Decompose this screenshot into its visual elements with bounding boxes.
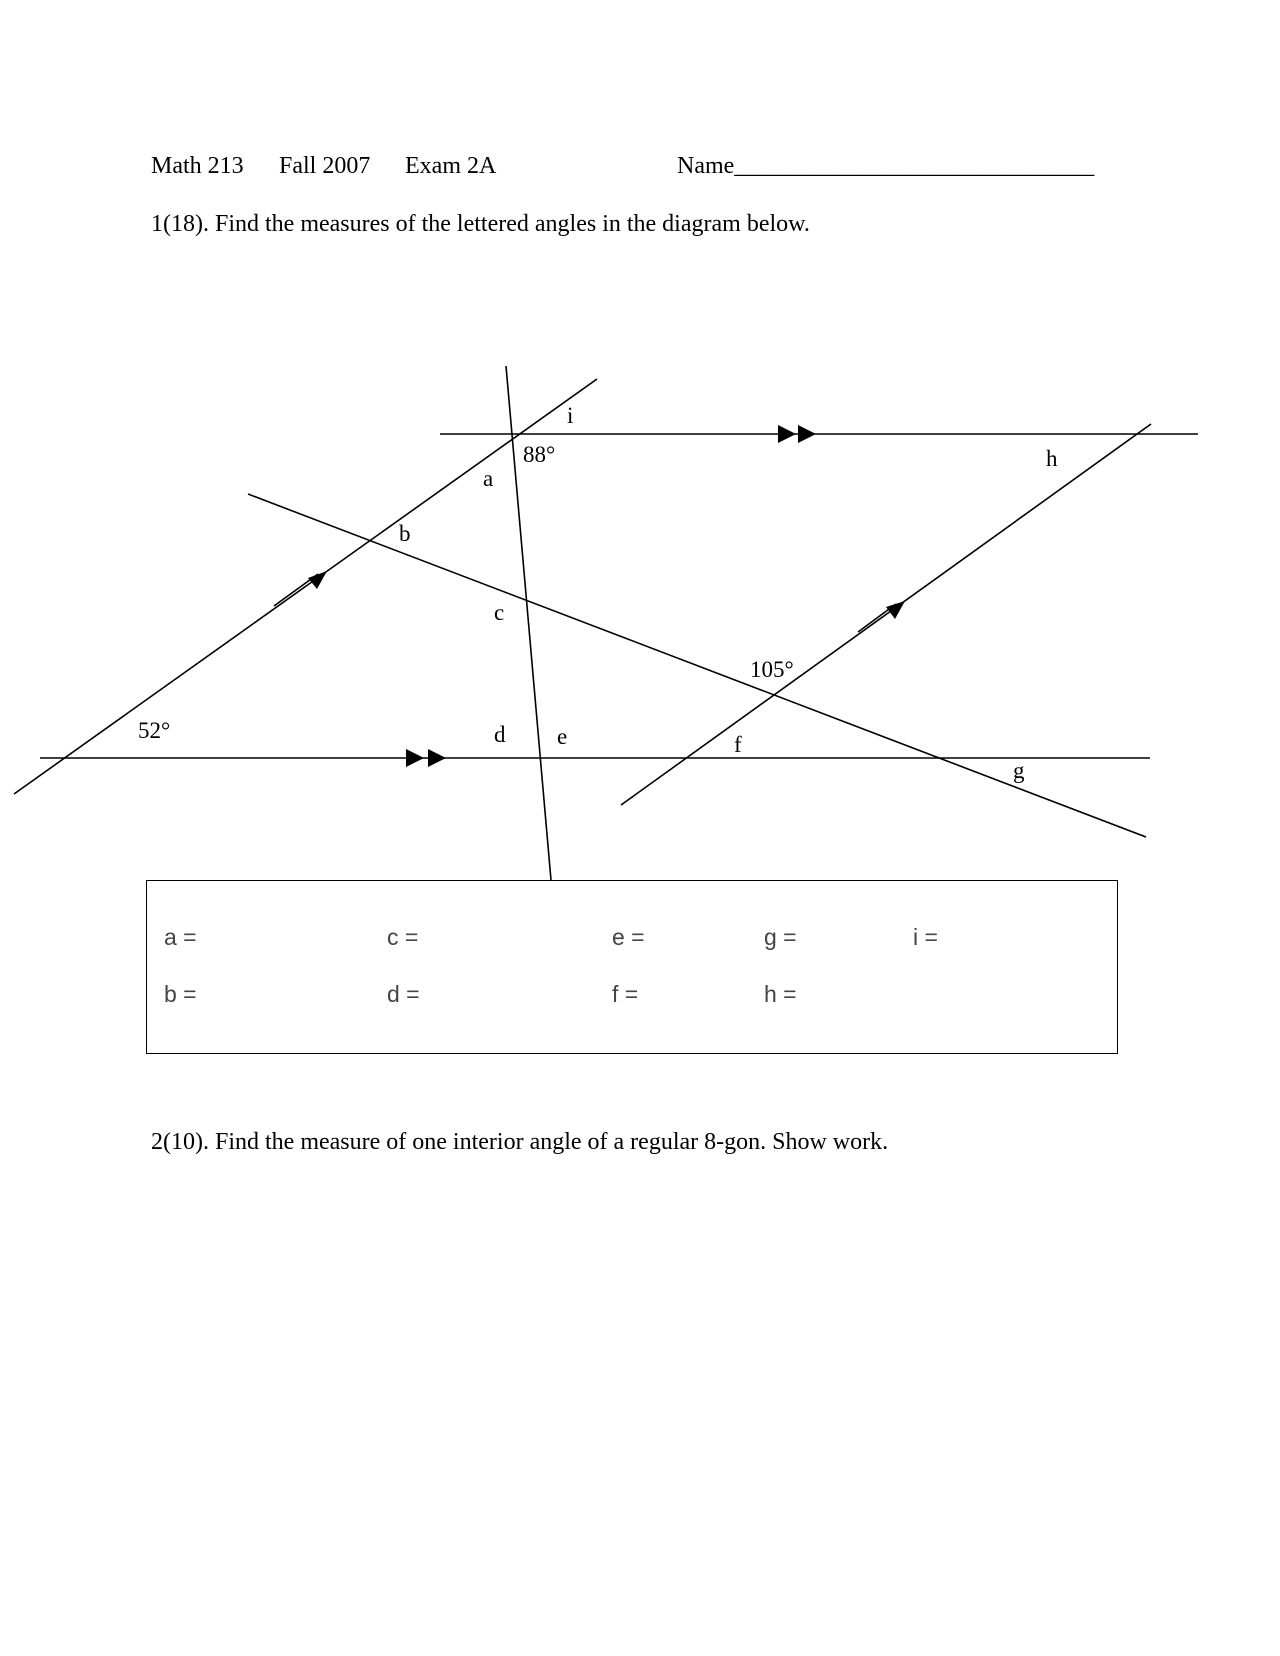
given-angle-105: 105°	[750, 657, 794, 682]
angle-label-g: g	[1013, 758, 1025, 783]
answer-c[interactable]: c =	[387, 924, 419, 950]
parallel-arrow-top-1	[778, 425, 796, 443]
angle-label-d: d	[494, 722, 506, 747]
name-field[interactable]: Name______________________________	[677, 153, 1095, 179]
answer-d[interactable]: d =	[387, 981, 420, 1007]
answer-a[interactable]: a =	[164, 924, 197, 950]
exam-label: Exam 2A	[405, 153, 497, 179]
given-angle-52: 52°	[138, 718, 171, 743]
angle-label-b: b	[399, 521, 411, 546]
answer-f[interactable]: f =	[612, 981, 639, 1007]
angle-label-e: e	[557, 724, 568, 749]
angle-label-f: f	[734, 732, 742, 757]
answer-i[interactable]: i =	[913, 924, 938, 950]
parallel-arrow-bottom-2	[428, 749, 446, 767]
transversal-diagonal-left	[14, 379, 597, 794]
angle-label-h: h	[1046, 446, 1058, 471]
answer-e[interactable]: e =	[612, 924, 645, 950]
course-label: Math 213	[151, 153, 244, 179]
parallel-arrow-top-2	[798, 425, 816, 443]
angle-label-i: i	[567, 403, 574, 428]
parallel-arrow-bottom-1	[406, 749, 424, 767]
transversal-diagonal-right	[621, 424, 1151, 805]
answer-b[interactable]: b =	[164, 981, 197, 1007]
term-label: Fall 2007	[279, 153, 371, 179]
transversal-falling	[248, 494, 1146, 837]
angle-label-c: c	[494, 600, 505, 625]
question-1-text: 1(18). Find the measures of the lettered angles in the diagram below.	[151, 211, 810, 237]
angle-label-a: a	[483, 466, 494, 491]
answer-g[interactable]: g =	[764, 924, 797, 950]
answer-h[interactable]: h =	[764, 981, 797, 1007]
answer-box	[146, 880, 1118, 1054]
question-2-text: 2(10). Find the measure of one interior angle of a regular 8-gon. Show work.	[151, 1129, 889, 1155]
given-angle-88: 88°	[523, 442, 556, 467]
